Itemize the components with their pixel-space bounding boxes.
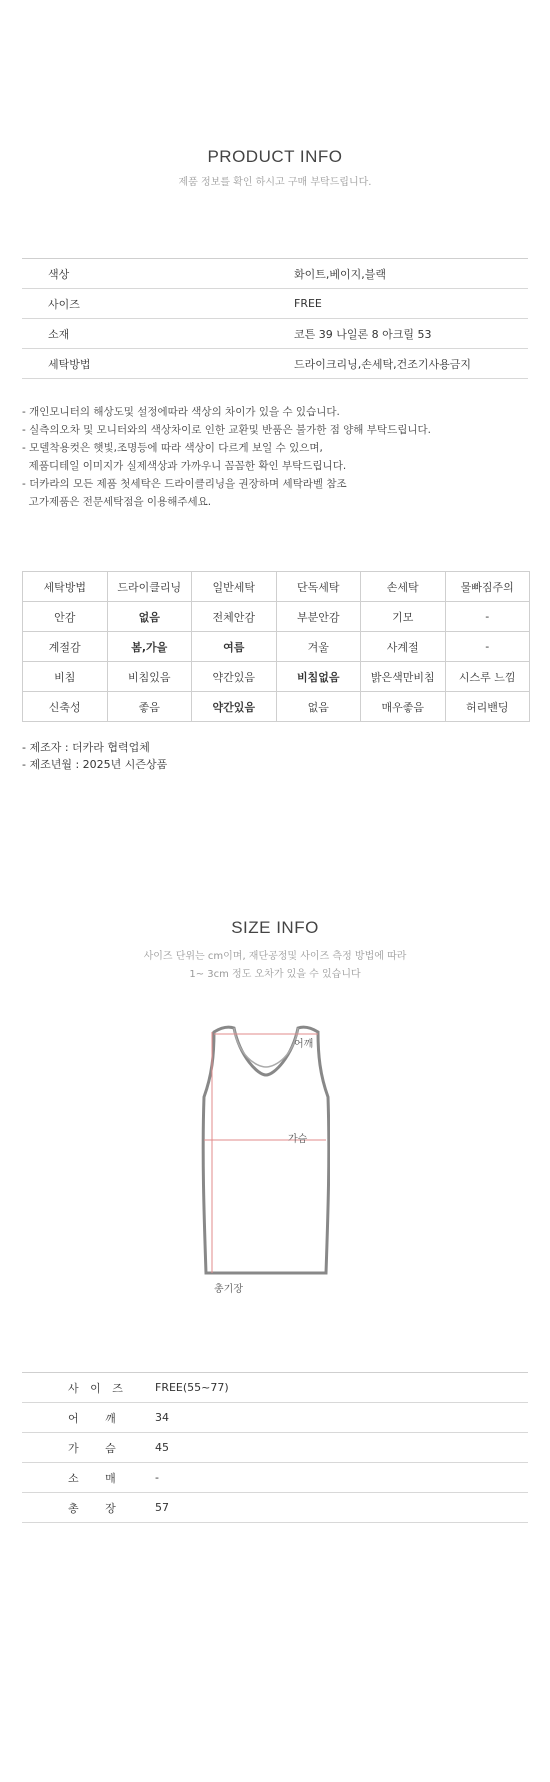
care-cell: 사계절 [361,632,446,662]
notice-item: - 개인모니터의 해상도및 설정에따라 색상의 차이가 있을 수 있습니다. [22,406,340,418]
length-label: 총기장 [214,1284,243,1295]
size-row [22,1373,528,1403]
size-info-title: SIZE INFO [231,918,319,937]
care-cell-selected: 봄,가을 [107,632,192,662]
care-cell: - [445,602,530,632]
chest-label: 가슴 [288,1134,308,1145]
size-row [22,1403,528,1433]
size-label: 어 깨 [68,1411,120,1425]
care-header-cell: 드라이클리닝 [107,572,192,602]
size-row [22,1463,528,1493]
notice-item: - 더카라의 모든 제품 첫세탁은 드라이클리닝을 권장하며 세탁라벨 참조 [22,478,347,490]
info-label: 소재 [48,327,70,341]
care-row-label: 신축성 [23,692,108,722]
manufacturer-text: - 제조자 : 더카라 협력업체 [22,741,150,754]
size-table [22,1372,528,1523]
size-label: 소 매 [68,1471,120,1485]
care-cell-selected: 비침없음 [276,662,361,692]
info-value: FREE [294,297,322,310]
care-header-cell: 단독세탁 [276,572,361,602]
care-cell: 전체안감 [192,602,277,632]
info-label: 색상 [48,267,70,281]
care-cell-selected: 없음 [107,602,192,632]
size-value: 34 [155,1411,169,1424]
info-row-washing [22,349,528,379]
care-header-cell: 물빠짐주의 [445,572,530,602]
notice-item: 제품디테일 이미지가 실제색상과 가까우니 꼼꼼한 확인 부탁드립니다. [22,460,347,472]
care-row-season [23,632,530,662]
care-header-cell: 손세탁 [361,572,446,602]
care-row-lining [23,602,530,632]
care-table [22,571,530,722]
info-value: 화이트,베이지,블랙 [294,267,387,281]
care-cell: 겨울 [276,632,361,662]
size-info-subtitle-2: 1~ 3cm 정도 오차가 있을 수 있습니다 [189,969,361,980]
size-row [22,1493,528,1523]
care-cell: 기모 [361,602,446,632]
care-row-label: 안감 [23,602,108,632]
care-cell: - [445,632,530,662]
size-label: 총 장 [68,1501,120,1515]
size-label: 사 이 즈 [68,1381,127,1395]
manufacturer-info [22,739,167,773]
notice-item: - 모델착용컷은 햇빛,조명등에 따라 색상이 다르게 보일 수 있으며, [22,442,323,454]
care-cell: 부분안감 [276,602,361,632]
info-label: 사이즈 [48,297,80,311]
care-cell: 밝은색만비침 [361,662,446,692]
care-cell: 좋음 [107,692,192,722]
care-header-cell: 세탁방법 [23,572,108,602]
care-cell-selected: 여름 [192,632,277,662]
manufacture-date-text: - 제조년월 : 2025년 시즌상품 [22,758,168,771]
care-row-label: 계절감 [23,632,108,662]
info-row-size [22,289,528,319]
product-info-table [22,258,528,379]
size-value: 57 [155,1501,169,1514]
care-row-label: 비침 [23,662,108,692]
info-row-material [22,319,528,349]
care-row-sheerness [23,662,530,692]
care-cell-selected: 약간있음 [192,692,277,722]
size-value: FREE(55~77) [155,1381,229,1394]
size-label: 가 슴 [68,1441,120,1455]
tank-top-sketch [200,1015,330,1275]
info-value: 코튼 39 나일론 8 아크릴 53 [294,327,432,341]
care-header-row [23,572,530,602]
shoulder-label: 어깨 [294,1039,314,1050]
size-value: - [155,1471,159,1484]
size-row [22,1433,528,1463]
care-cell: 약간있음 [192,662,277,692]
notice-item: 고가제품은 전문세탁점을 이용해주세요. [22,496,212,508]
care-cell: 매우좋음 [361,692,446,722]
notice-item: - 실측의오차 및 모니터와의 색상차이로 인한 교환및 반품은 불가한 점 양해 부탁드립니다. [22,424,431,436]
info-row-color [22,259,528,289]
care-cell: 시스루 느낌 [445,662,530,692]
size-info-subtitle-1: 사이즈 단위는 cm이며, 재단공정및 사이즈 측정 방법에 따라 [143,951,407,962]
info-value: 드라이크리닝,손세탁,건조기사용금지 [294,357,472,371]
care-cell: 허리밴딩 [445,692,530,722]
info-label: 세탁방법 [48,357,91,371]
product-info-subtitle: 제품 정보를 확인 하시고 구매 부탁드립니다. [178,177,372,188]
size-value: 45 [155,1441,169,1454]
care-cell: 없음 [276,692,361,722]
product-info-title: PRODUCT INFO [207,147,343,166]
garment-outline [203,1027,329,1273]
care-cell: 비침있음 [107,662,192,692]
care-row-stretch [23,692,530,722]
notice-list [22,403,431,511]
care-header-cell: 일반세탁 [192,572,277,602]
